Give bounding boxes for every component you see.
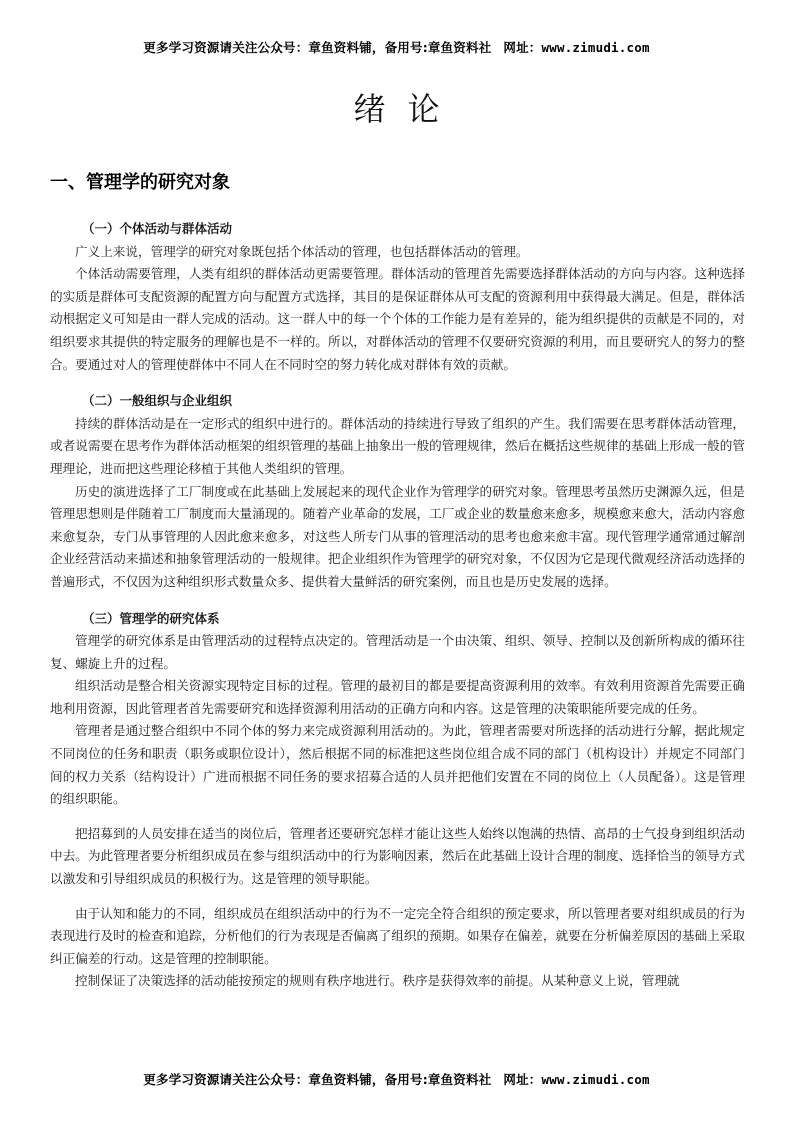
paragraph: 管理者是通过整合组织中不同个体的努力来完成资源利用活动的。为此，管理者需要对所选择的活动进行分解，据此规定不同岗位的任务和职责（职务或职位设计），然后根据不同的标准把这些岗位组合成不同的部门（机构设计）并规定不同部门间的权力关系（结构设计）广进而根据不同任务的要求招募合适的人员并把他们安置在不同的岗位上（人员配备）。这是管理的组织职能。 <box>50 723 745 807</box>
subsection-heading-2: （二）一般组织与企业组织 <box>82 393 233 409</box>
header-banner <box>0 38 793 56</box>
footer-site-url[interactable]: www.zimudi.com <box>541 1072 650 1087</box>
paragraph: 持续的群体活动是在一定形式的组织中进行的。群体活动的持续进行导致了组织的产生。我们需要在思考群体活动管理，或者说需要在思考作为群体活动框架的组织管理的基础上抽象出一般的管理规律，然后在概括这些规律的基础上形成一般的管理理论，进而把这些理论移植于其他人类组织的管理。 <box>50 415 745 476</box>
paragraph: 管理学的研究体系是由管理活动的过程特点决定的。管理活动是一个由决策、组织、领导、控制以及创新所构成的循环往复、螺旋上升的过程。 <box>50 633 745 671</box>
footer-banner-text: 更多学习资源请关注公众号：章鱼资料铺，备用号:章鱼资料社 <box>143 1072 492 1087</box>
header-banner-text: 更多学习资源请关注公众号：章鱼资料铺，备用号:章鱼资料社 <box>143 40 492 55</box>
header-site-label: 网址： <box>503 40 542 55</box>
header-site-url[interactable]: www.zimudi.com <box>541 40 650 55</box>
paragraph: 广义上来说，管理学的研究对象既包括个体活动的管理，也包括群体活动的管理。 <box>75 243 529 259</box>
subsection-heading-1: （一）个体活动与群体活动 <box>82 221 233 236</box>
paragraph: 把招募到的人员安排在适当的岗位后，管理者还要研究怎样才能让这些人始终以饱满的热情、高昂的士气投身到组织活动中去。为此管理者要分析组织成员在参与组织活动中的行为影响因素，然后在此基础上设计合理的制度、选择恰当的领导方式以激发和引导组织成员的积极行为。这是管理的领导职能。 <box>50 825 745 887</box>
paragraph: 个体活动需要管理，人类有组织的群体活动更需要管理。群体活动的管理首先需要选择群体活动的方向与内容。这种选择的实质是群体可支配资源的配置方向与配置方式选择，其目的是保证群体从可支配的资源利用中获得最大满足。但是，群体活动根据定义可知是由一群人完成的活动。这一群人中的每一个个体的工作能力是有差异的，能为组织提供的贡献是不同的，对组织要求其提供的特定服务的理解也是不一样的。所以，对群体活动的管理不仅要研究资源的利用，而且要研究人的努力的整合。要通过对人的管理使群体中不同人在不同时空的努力转化成对群体有效的贡献。 <box>50 266 745 372</box>
section-heading: 一、管理学的研究对象 <box>50 172 230 193</box>
footer-site-label: 网址： <box>503 1072 542 1087</box>
footer-banner <box>0 1070 793 1088</box>
paragraph: 控制保证了决策选择的活动能按预定的规则有秩序地进行。秩序是获得效率的前提。从某种意义上说，管理就 <box>75 973 680 989</box>
paragraph: 组织活动是整合相关资源实现特定目标的过程。管理的最初目的都是要提高资源利用的效率。有效利用资源首先需要正确地利用资源，因此管理者首先需要研究和选择资源利用活动的正确方向和内容。这是管理的决策职能所要完成的任务。 <box>50 678 745 716</box>
document-title: 绪论 <box>353 90 462 128</box>
subsection-heading-3: （三）管理学的研究体系 <box>82 610 220 626</box>
paragraph: 由于认知和能力的不同，组织成员在组织活动中的行为不一定完全符合组织的预定要求，所以管理者要对组织成员的行为表现进行及时的检查和追踪，分析他们的行为表现是否偏离了组织的预期。如果存在偏差，就要在分析偏差原因的基础上采取纠正偏差的行动。这是管理的控制职能。 <box>50 905 745 966</box>
paragraph: 历史的演进选择了工厂制度或在此基础上发展起来的现代企业作为管理学的研究对象。管理思考虽然历史渊源久远，但是管理思想则是伴随着工厂制度而大量涌现的。随着产业革命的发展，工厂或企业的数量愈来愈多，规模愈来愈大，活动内容愈来愈复杂，专门从事管理的人因此愈来愈多，对这些人所专门从事的管理活动的思考也愈来愈丰富。现代管理学通常通过解剖企业经营活动来描述和抽象管理活动的一般规律。把企业组织作为管理学的研究对象，不仅因为它是现代微观经济活动选择的普遍形式，不仅因为这种组织形式数量众多、提供着大量鲜活的研究案例，而且也是历史发展的选择。 <box>50 483 745 589</box>
document-body <box>50 218 745 993</box>
